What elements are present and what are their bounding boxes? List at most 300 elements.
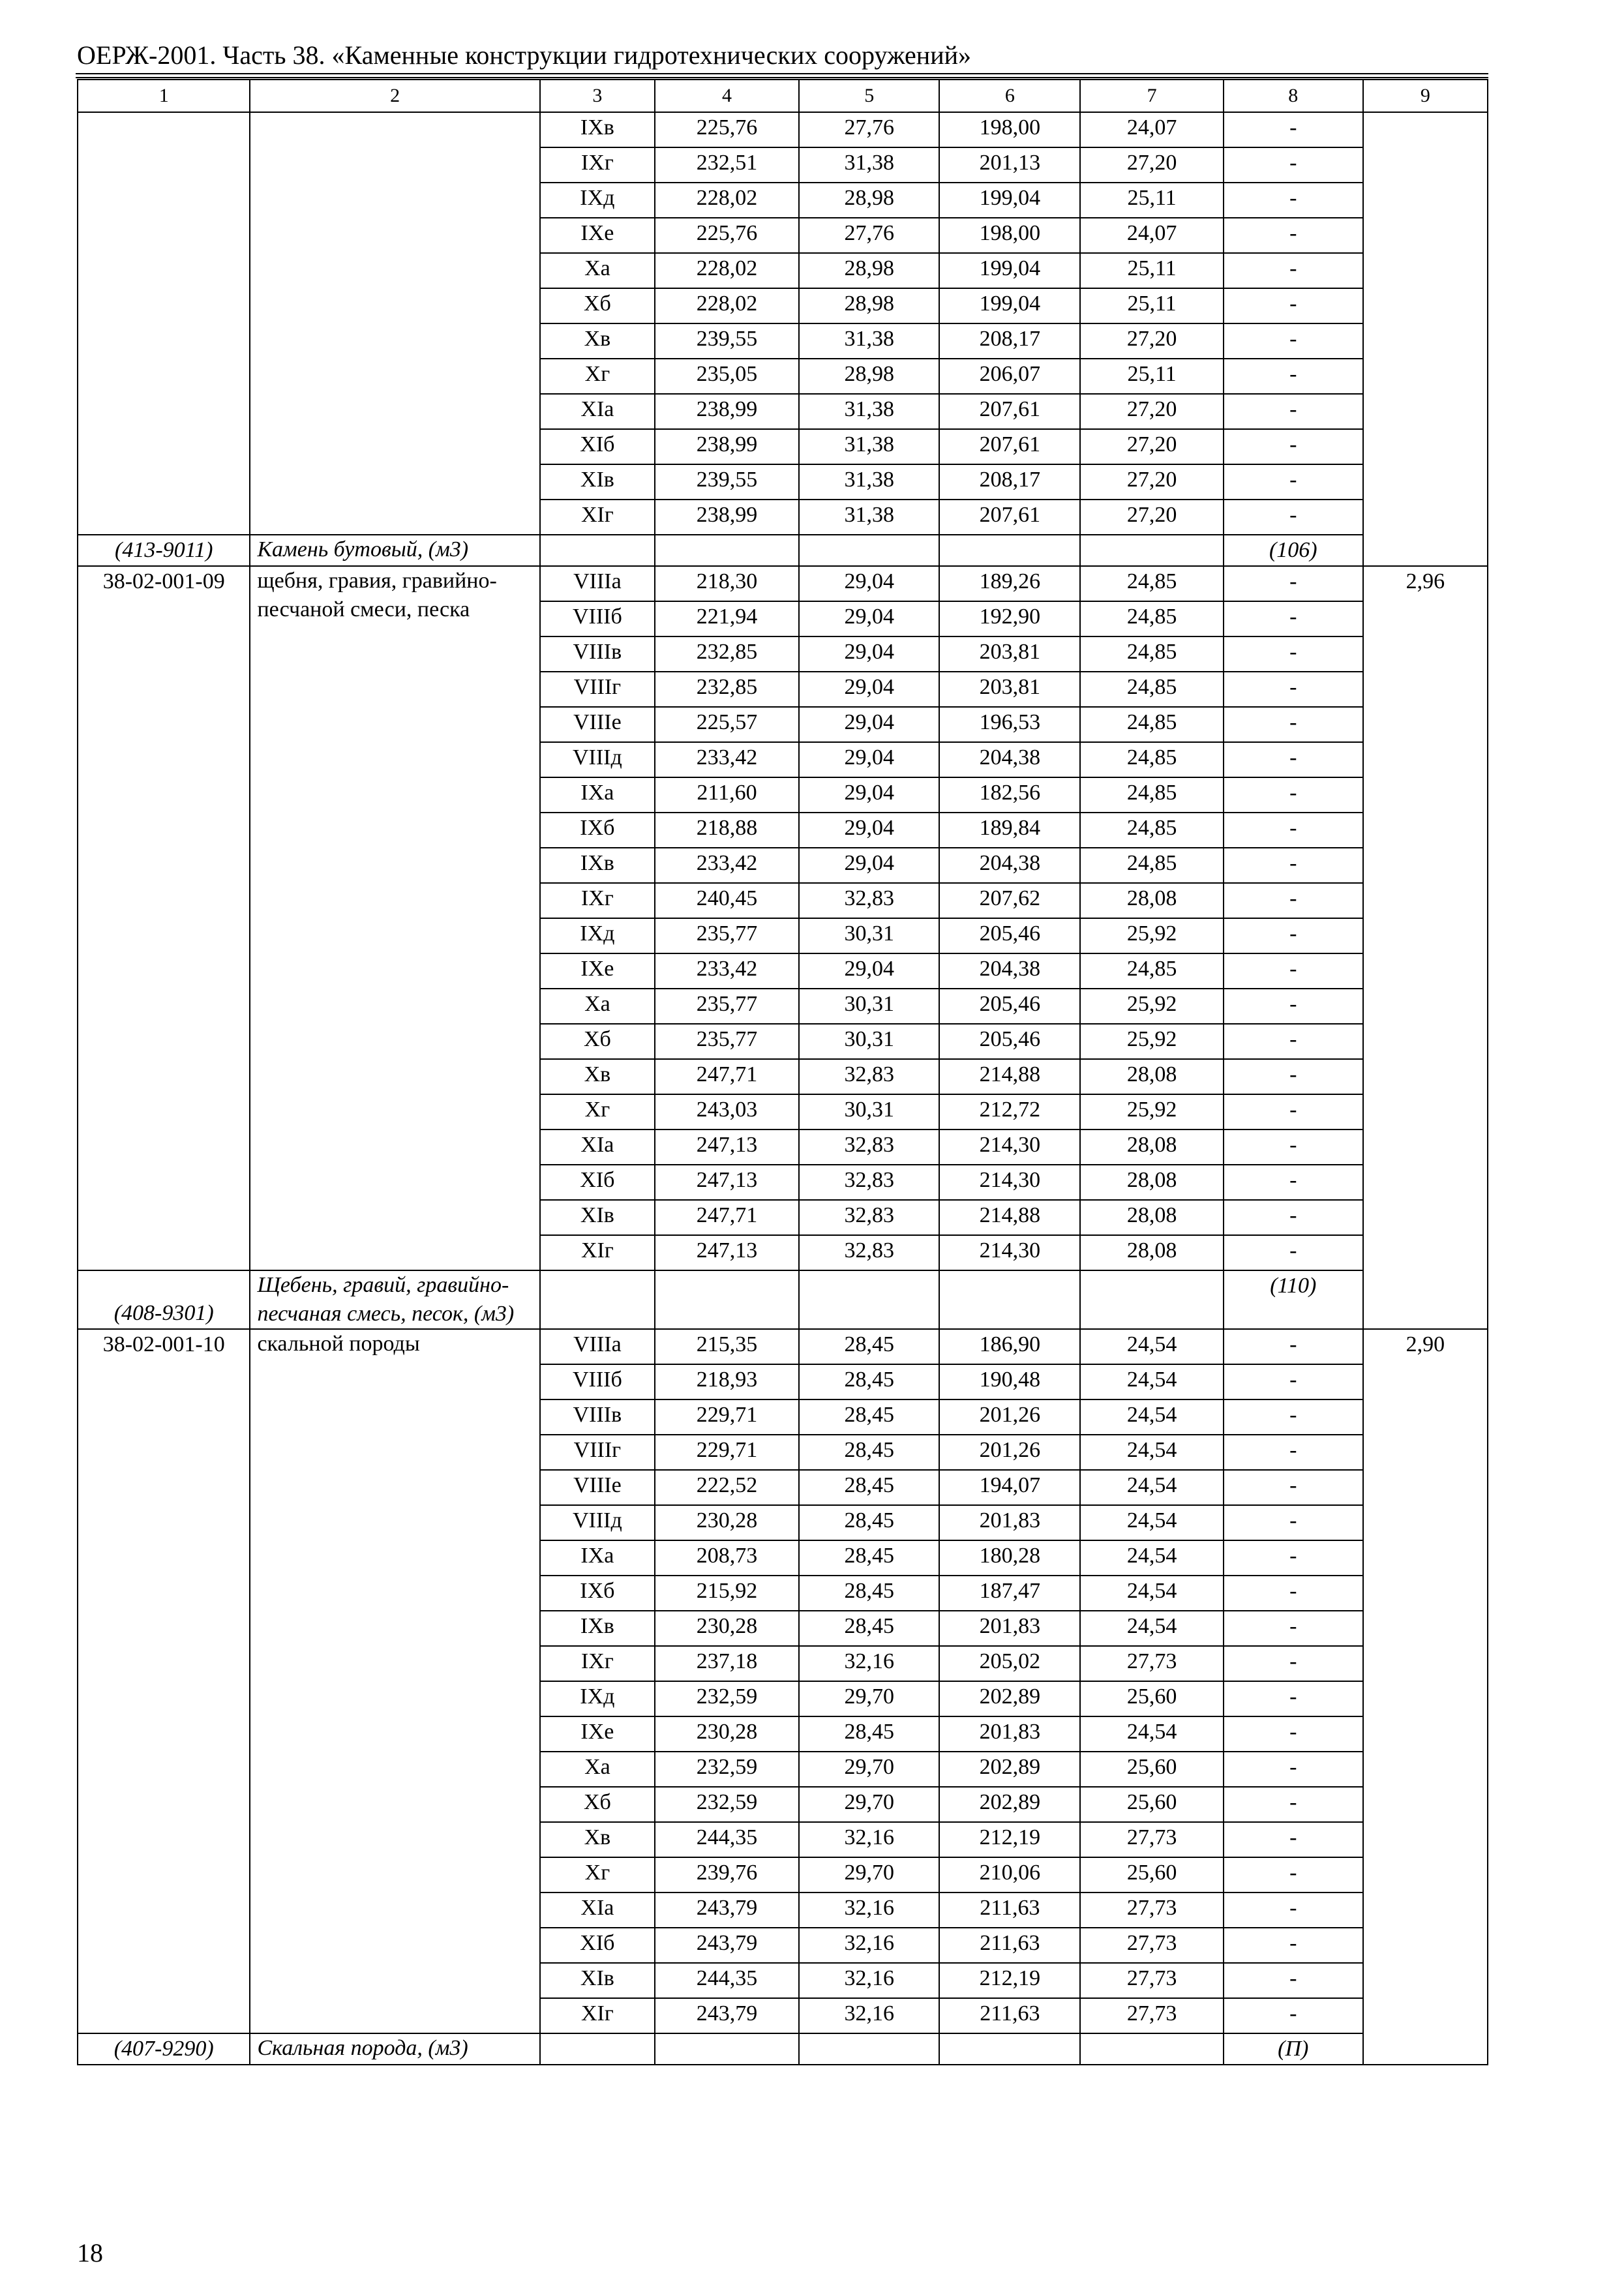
table-cell: 29,04 bbox=[799, 672, 939, 707]
table-cell: VIIIе bbox=[540, 707, 655, 742]
resource-quantity: (П) bbox=[1224, 2033, 1363, 2065]
table-cell: 32,16 bbox=[799, 1998, 939, 2033]
table-cell: - bbox=[1224, 1130, 1363, 1165]
table-cell: 244,35 bbox=[655, 1963, 799, 1998]
table-cell: IXе bbox=[540, 953, 655, 989]
table-cell: 25,92 bbox=[1080, 1024, 1223, 1059]
table-cell: 211,63 bbox=[939, 1998, 1080, 2033]
table-cell: VIIIд bbox=[540, 1505, 655, 1540]
resource-code: (413-9011) bbox=[78, 535, 250, 566]
table-cell: - bbox=[1224, 883, 1363, 918]
table-cell: 199,04 bbox=[939, 183, 1080, 218]
table-cell: 207,61 bbox=[939, 429, 1080, 464]
table-cell: 29,04 bbox=[799, 636, 939, 672]
table-cell: 208,73 bbox=[655, 1540, 799, 1576]
table-cell: 205,02 bbox=[939, 1646, 1080, 1681]
table-cell: 218,88 bbox=[655, 813, 799, 848]
table-cell: 225,57 bbox=[655, 707, 799, 742]
table-cell: 24,07 bbox=[1080, 218, 1223, 253]
rate-name bbox=[250, 112, 539, 535]
rate-code: 38-02-001-09 bbox=[78, 566, 250, 1270]
table-cell: 28,45 bbox=[799, 1716, 939, 1752]
table-cell: 244,35 bbox=[655, 1822, 799, 1857]
table-cell: 204,38 bbox=[939, 953, 1080, 989]
table-cell: 232,85 bbox=[655, 672, 799, 707]
table-cell: 232,59 bbox=[655, 1787, 799, 1822]
column-number: 8 bbox=[1224, 80, 1363, 112]
table-cell: 31,38 bbox=[799, 429, 939, 464]
table-cell: 207,61 bbox=[939, 394, 1080, 429]
table-cell: 201,26 bbox=[939, 1399, 1080, 1435]
table-cell: 237,18 bbox=[655, 1646, 799, 1681]
table-cell: 243,79 bbox=[655, 1998, 799, 2033]
table-cell: 31,38 bbox=[799, 464, 939, 500]
table-cell: 201,83 bbox=[939, 1611, 1080, 1646]
table-cell: 243,03 bbox=[655, 1094, 799, 1130]
table-cell: 24,85 bbox=[1080, 777, 1223, 813]
table-cell: 25,11 bbox=[1080, 359, 1223, 394]
table-cell: 24,54 bbox=[1080, 1364, 1223, 1399]
table-cell: 31,38 bbox=[799, 323, 939, 359]
table-cell: 24,85 bbox=[1080, 813, 1223, 848]
column-number: 9 bbox=[1363, 80, 1488, 112]
table-cell: 24,54 bbox=[1080, 1329, 1223, 1364]
table-cell: 212,72 bbox=[939, 1094, 1080, 1130]
rate-value: 2,90 bbox=[1363, 1329, 1488, 2065]
table-cell: - bbox=[1224, 183, 1363, 218]
table-cell: 32,16 bbox=[799, 1963, 939, 1998]
table-cell: 190,48 bbox=[939, 1364, 1080, 1399]
table-cell: IXа bbox=[540, 777, 655, 813]
table-cell: 228,02 bbox=[655, 288, 799, 323]
table-cell: 27,20 bbox=[1080, 429, 1223, 464]
resource-name: Камень бутовый, (м3) bbox=[250, 535, 539, 566]
table-cell bbox=[655, 1270, 799, 1329]
table-cell: - bbox=[1224, 1435, 1363, 1470]
table-cell: - bbox=[1224, 1857, 1363, 1893]
table-cell: VIIIа bbox=[540, 1329, 655, 1364]
table-cell: XIг bbox=[540, 1998, 655, 2033]
table-cell bbox=[1080, 2033, 1223, 2065]
table-cell: - bbox=[1224, 1059, 1363, 1094]
table-cell: VIIIг bbox=[540, 672, 655, 707]
table-cell: VIIIб bbox=[540, 601, 655, 636]
table-cell: 196,53 bbox=[939, 707, 1080, 742]
table-cell: 201,26 bbox=[939, 1435, 1080, 1470]
table-cell: 194,07 bbox=[939, 1470, 1080, 1505]
table-cell: 208,17 bbox=[939, 464, 1080, 500]
table-cell: 24,54 bbox=[1080, 1716, 1223, 1752]
table-cell: 235,05 bbox=[655, 359, 799, 394]
table-cell: 25,60 bbox=[1080, 1787, 1223, 1822]
table-cell: VIIIг bbox=[540, 1435, 655, 1470]
table-cell bbox=[655, 2033, 799, 2065]
table-cell: 27,20 bbox=[1080, 500, 1223, 535]
table-cell: - bbox=[1224, 566, 1363, 601]
table-cell: XIг bbox=[540, 500, 655, 535]
table-cell: IXг bbox=[540, 147, 655, 183]
table-cell: - bbox=[1224, 394, 1363, 429]
table-cell: 24,54 bbox=[1080, 1611, 1223, 1646]
table-cell: - bbox=[1224, 918, 1363, 953]
table-cell: Xа bbox=[540, 1752, 655, 1787]
table-cell: 32,16 bbox=[799, 1822, 939, 1857]
table-cell: 25,60 bbox=[1080, 1752, 1223, 1787]
table-cell: 28,45 bbox=[799, 1329, 939, 1364]
rate-code bbox=[78, 112, 250, 535]
table-cell: 211,63 bbox=[939, 1893, 1080, 1928]
table-cell: - bbox=[1224, 1540, 1363, 1576]
table-cell: 28,45 bbox=[799, 1435, 939, 1470]
table-cell: 27,76 bbox=[799, 218, 939, 253]
table-cell: 29,04 bbox=[799, 813, 939, 848]
table-cell: IXг bbox=[540, 883, 655, 918]
table-cell: 27,73 bbox=[1080, 1928, 1223, 1963]
table-cell: - bbox=[1224, 1364, 1363, 1399]
table-cell: 199,04 bbox=[939, 288, 1080, 323]
page-header-title: ОЕРЖ-2001. Часть 38. «Каменные конструкции гидротехнических сооружений» bbox=[77, 40, 972, 70]
table-cell: 28,08 bbox=[1080, 1235, 1223, 1270]
table-cell: Xа bbox=[540, 253, 655, 288]
table-cell: 27,76 bbox=[799, 112, 939, 147]
table-cell: 24,54 bbox=[1080, 1435, 1223, 1470]
table-cell: 222,52 bbox=[655, 1470, 799, 1505]
table-cell: IXе bbox=[540, 218, 655, 253]
table-cell bbox=[799, 2033, 939, 2065]
table-cell: 30,31 bbox=[799, 989, 939, 1024]
table-cell: 233,42 bbox=[655, 848, 799, 883]
table-cell: 199,04 bbox=[939, 253, 1080, 288]
table-cell: - bbox=[1224, 813, 1363, 848]
table-cell: 25,11 bbox=[1080, 253, 1223, 288]
table-cell: 239,55 bbox=[655, 323, 799, 359]
table-cell: 189,84 bbox=[939, 813, 1080, 848]
table-cell: - bbox=[1224, 672, 1363, 707]
table-cell: 24,54 bbox=[1080, 1470, 1223, 1505]
table-cell: 29,04 bbox=[799, 601, 939, 636]
column-number: 5 bbox=[799, 80, 939, 112]
table-cell: 24,85 bbox=[1080, 601, 1223, 636]
rate-name: скальной породы bbox=[250, 1329, 539, 2033]
table-cell: 32,83 bbox=[799, 1200, 939, 1235]
table-cell: 29,70 bbox=[799, 1681, 939, 1716]
table-cell: - bbox=[1224, 1165, 1363, 1200]
table-cell: IXв bbox=[540, 1611, 655, 1646]
table-cell: IXв bbox=[540, 112, 655, 147]
table-cell: 215,35 bbox=[655, 1329, 799, 1364]
table-cell: 28,45 bbox=[799, 1611, 939, 1646]
table-cell: - bbox=[1224, 464, 1363, 500]
table-cell: IXг bbox=[540, 1646, 655, 1681]
table-cell: 28,98 bbox=[799, 288, 939, 323]
table-cell: 205,46 bbox=[939, 918, 1080, 953]
table-cell: 201,83 bbox=[939, 1505, 1080, 1540]
table-cell: 228,02 bbox=[655, 183, 799, 218]
table-cell: 28,08 bbox=[1080, 1165, 1223, 1200]
table-cell: - bbox=[1224, 1235, 1363, 1270]
table-cell: 29,04 bbox=[799, 848, 939, 883]
table-cell: - bbox=[1224, 1646, 1363, 1681]
table-cell: XIб bbox=[540, 429, 655, 464]
table-cell: - bbox=[1224, 500, 1363, 535]
table-cell: - bbox=[1224, 1928, 1363, 1963]
table-cell: 204,38 bbox=[939, 742, 1080, 777]
table-cell: - bbox=[1224, 1681, 1363, 1716]
table-cell: 212,19 bbox=[939, 1822, 1080, 1857]
table-cell: 210,06 bbox=[939, 1857, 1080, 1893]
table-cell: Xв bbox=[540, 1059, 655, 1094]
table-cell: XIг bbox=[540, 1235, 655, 1270]
table-cell: - bbox=[1224, 1716, 1363, 1752]
table-cell: 225,76 bbox=[655, 218, 799, 253]
table-cell: 235,77 bbox=[655, 918, 799, 953]
table-cell: 230,28 bbox=[655, 1611, 799, 1646]
table-cell: 247,71 bbox=[655, 1059, 799, 1094]
resource-row bbox=[78, 535, 1488, 566]
table-cell: Xа bbox=[540, 989, 655, 1024]
header-rule bbox=[76, 73, 1488, 74]
table-cell: 24,54 bbox=[1080, 1540, 1223, 1576]
table-cell: 198,00 bbox=[939, 112, 1080, 147]
table-cell: 230,28 bbox=[655, 1505, 799, 1540]
table-cell: 29,04 bbox=[799, 953, 939, 989]
table-cell: 28,45 bbox=[799, 1364, 939, 1399]
table-cell: - bbox=[1224, 1470, 1363, 1505]
table-cell: 28,45 bbox=[799, 1505, 939, 1540]
table-cell: - bbox=[1224, 777, 1363, 813]
table-cell: 27,20 bbox=[1080, 323, 1223, 359]
table-cell: 32,83 bbox=[799, 1059, 939, 1094]
table-cell: - bbox=[1224, 989, 1363, 1024]
table-cell: 30,31 bbox=[799, 1024, 939, 1059]
table-cell: - bbox=[1224, 1787, 1363, 1822]
table-cell: 28,98 bbox=[799, 359, 939, 394]
table-cell: 27,73 bbox=[1080, 1893, 1223, 1928]
table-cell bbox=[939, 1270, 1080, 1329]
table-cell: 225,76 bbox=[655, 112, 799, 147]
table-cell: 198,00 bbox=[939, 218, 1080, 253]
table-cell: 247,71 bbox=[655, 1200, 799, 1235]
table-cell: 32,16 bbox=[799, 1646, 939, 1681]
table-cell: 238,99 bbox=[655, 429, 799, 464]
table-cell: 29,04 bbox=[799, 777, 939, 813]
table-cell: 206,07 bbox=[939, 359, 1080, 394]
table-cell: Xв bbox=[540, 1822, 655, 1857]
table-cell: 27,20 bbox=[1080, 464, 1223, 500]
table-cell: 247,13 bbox=[655, 1235, 799, 1270]
table-cell bbox=[540, 535, 655, 566]
table-cell bbox=[1080, 535, 1223, 566]
table-cell: 232,51 bbox=[655, 147, 799, 183]
table-cell: 24,07 bbox=[1080, 112, 1223, 147]
table-cell: 230,28 bbox=[655, 1716, 799, 1752]
table-cell: 239,55 bbox=[655, 464, 799, 500]
table-cell: - bbox=[1224, 1200, 1363, 1235]
table-cell: XIа bbox=[540, 1130, 655, 1165]
table-cell: 24,85 bbox=[1080, 953, 1223, 989]
table-cell: 28,08 bbox=[1080, 1200, 1223, 1235]
table-cell: 187,47 bbox=[939, 1576, 1080, 1611]
table-cell bbox=[939, 535, 1080, 566]
table-cell: 235,77 bbox=[655, 989, 799, 1024]
table-cell: IXд bbox=[540, 918, 655, 953]
table-cell: 29,04 bbox=[799, 566, 939, 601]
table-cell: 28,08 bbox=[1080, 1130, 1223, 1165]
table-cell: XIб bbox=[540, 1165, 655, 1200]
table-cell: 232,59 bbox=[655, 1681, 799, 1716]
table-cell: 229,71 bbox=[655, 1435, 799, 1470]
table-cell: 207,61 bbox=[939, 500, 1080, 535]
table-cell: 29,04 bbox=[799, 742, 939, 777]
table-cell: 243,79 bbox=[655, 1893, 799, 1928]
table-cell: XIв bbox=[540, 464, 655, 500]
table-cell: 201,13 bbox=[939, 147, 1080, 183]
table-cell: 32,83 bbox=[799, 1165, 939, 1200]
table-cell: - bbox=[1224, 1329, 1363, 1364]
table-cell: - bbox=[1224, 288, 1363, 323]
table-cell: - bbox=[1224, 1399, 1363, 1435]
table-cell: - bbox=[1224, 1893, 1363, 1928]
table-cell: - bbox=[1224, 323, 1363, 359]
table-cell: 218,30 bbox=[655, 566, 799, 601]
column-number: 6 bbox=[939, 80, 1080, 112]
table-cell: 203,81 bbox=[939, 636, 1080, 672]
table-cell: IXб bbox=[540, 1576, 655, 1611]
table-body bbox=[78, 80, 1488, 2065]
table-cell: 25,11 bbox=[1080, 183, 1223, 218]
table-cell: 32,16 bbox=[799, 1928, 939, 1963]
table-cell: 29,70 bbox=[799, 1752, 939, 1787]
table-cell: - bbox=[1224, 253, 1363, 288]
table-cell: 28,45 bbox=[799, 1470, 939, 1505]
table-cell: 24,54 bbox=[1080, 1399, 1223, 1435]
column-number-row bbox=[78, 80, 1488, 112]
table-cell: 204,38 bbox=[939, 848, 1080, 883]
table-cell: 32,16 bbox=[799, 1893, 939, 1928]
table-cell bbox=[939, 2033, 1080, 2065]
table-cell: 214,88 bbox=[939, 1059, 1080, 1094]
table-cell: 192,90 bbox=[939, 601, 1080, 636]
table-cell: 32,83 bbox=[799, 883, 939, 918]
rates-table bbox=[77, 79, 1488, 2065]
table-row bbox=[78, 1329, 1488, 1364]
table-cell: - bbox=[1224, 1094, 1363, 1130]
table-cell: IXа bbox=[540, 1540, 655, 1576]
table-cell: 27,73 bbox=[1080, 1998, 1223, 2033]
table-cell: - bbox=[1224, 707, 1363, 742]
table-cell: XIб bbox=[540, 1928, 655, 1963]
table-cell: 24,85 bbox=[1080, 636, 1223, 672]
table-cell: 31,38 bbox=[799, 500, 939, 535]
table-cell: - bbox=[1224, 147, 1363, 183]
table-cell: 218,93 bbox=[655, 1364, 799, 1399]
table-cell: 25,11 bbox=[1080, 288, 1223, 323]
table-cell: 28,45 bbox=[799, 1540, 939, 1576]
table-cell: 214,30 bbox=[939, 1235, 1080, 1270]
table-cell: - bbox=[1224, 1505, 1363, 1540]
table-cell: Xб bbox=[540, 1787, 655, 1822]
table-cell: 28,45 bbox=[799, 1576, 939, 1611]
table-cell: - bbox=[1224, 848, 1363, 883]
rate-code: 38-02-001-10 bbox=[78, 1329, 250, 2033]
table-cell: 25,60 bbox=[1080, 1857, 1223, 1893]
table-cell: 32,83 bbox=[799, 1130, 939, 1165]
table-cell: 25,92 bbox=[1080, 918, 1223, 953]
table-cell: 27,73 bbox=[1080, 1646, 1223, 1681]
table-row bbox=[78, 566, 1488, 601]
resource-row bbox=[78, 1270, 1488, 1329]
table-cell: - bbox=[1224, 742, 1363, 777]
table-cell: 27,73 bbox=[1080, 1963, 1223, 1998]
table-cell: 29,70 bbox=[799, 1787, 939, 1822]
table-cell: 28,45 bbox=[799, 1399, 939, 1435]
table-cell: IXв bbox=[540, 848, 655, 883]
table-cell: 24,54 bbox=[1080, 1505, 1223, 1540]
table-cell: 25,92 bbox=[1080, 989, 1223, 1024]
table-cell: 233,42 bbox=[655, 742, 799, 777]
table-cell: 238,99 bbox=[655, 500, 799, 535]
table-cell: - bbox=[1224, 359, 1363, 394]
table-row bbox=[78, 112, 1488, 147]
table-cell: XIв bbox=[540, 1200, 655, 1235]
table-cell: 27,20 bbox=[1080, 394, 1223, 429]
table-cell: 24,85 bbox=[1080, 742, 1223, 777]
table-cell: VIIIе bbox=[540, 1470, 655, 1505]
table-cell: - bbox=[1224, 1752, 1363, 1787]
table-cell: - bbox=[1224, 218, 1363, 253]
table-cell: 203,81 bbox=[939, 672, 1080, 707]
table-cell: 186,90 bbox=[939, 1329, 1080, 1364]
table-cell: 207,62 bbox=[939, 883, 1080, 918]
table-cell: IXд bbox=[540, 1681, 655, 1716]
table-cell: Xб bbox=[540, 288, 655, 323]
table-cell: 205,46 bbox=[939, 989, 1080, 1024]
table-cell: IXб bbox=[540, 813, 655, 848]
table-cell: 24,54 bbox=[1080, 1576, 1223, 1611]
table-cell: 205,46 bbox=[939, 1024, 1080, 1059]
table-cell: IXе bbox=[540, 1716, 655, 1752]
table-cell: 202,89 bbox=[939, 1787, 1080, 1822]
rate-name: щебня, гравия, гравийно-песчаной смеси, песка bbox=[250, 566, 539, 1270]
table-cell: - bbox=[1224, 1024, 1363, 1059]
table-cell: 228,02 bbox=[655, 253, 799, 288]
resource-code: (407-9290) bbox=[78, 2033, 250, 2065]
table-cell: 212,19 bbox=[939, 1963, 1080, 1998]
header-rule bbox=[76, 77, 1488, 78]
table-cell bbox=[655, 535, 799, 566]
table-cell: 211,60 bbox=[655, 777, 799, 813]
table-cell: 25,92 bbox=[1080, 1094, 1223, 1130]
table-cell: 189,26 bbox=[939, 566, 1080, 601]
table-cell: VIIIд bbox=[540, 742, 655, 777]
table-cell: 24,85 bbox=[1080, 566, 1223, 601]
table-cell: - bbox=[1224, 601, 1363, 636]
table-cell: 31,38 bbox=[799, 147, 939, 183]
table-cell: 229,71 bbox=[655, 1399, 799, 1435]
table-cell bbox=[540, 2033, 655, 2065]
table-cell: 25,60 bbox=[1080, 1681, 1223, 1716]
table-cell: 238,99 bbox=[655, 394, 799, 429]
rate-value: 2,96 bbox=[1363, 566, 1488, 1329]
resource-code: (408-9301) bbox=[78, 1270, 250, 1329]
table-cell: 30,31 bbox=[799, 918, 939, 953]
table-cell: 239,76 bbox=[655, 1857, 799, 1893]
table-cell bbox=[1080, 1270, 1223, 1329]
table-cell: 29,04 bbox=[799, 707, 939, 742]
table-cell: 24,85 bbox=[1080, 672, 1223, 707]
table-cell: - bbox=[1224, 112, 1363, 147]
table-cell: - bbox=[1224, 1611, 1363, 1646]
